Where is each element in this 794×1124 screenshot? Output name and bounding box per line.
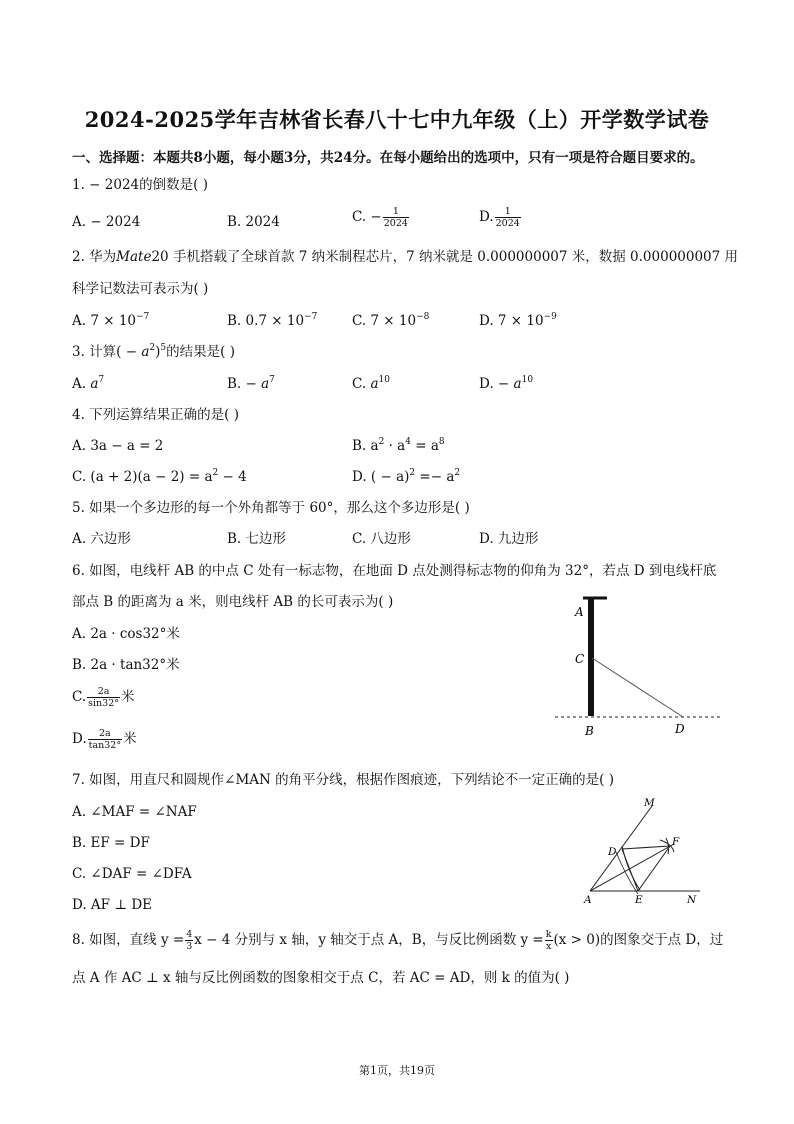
question-8-line-2: 点 A 作 AC ⊥ x 轴与反比例函数的图象相交于点 C，若 AC = AD，则 k 的值为( )	[72, 970, 570, 986]
label-E: E	[635, 894, 643, 906]
q2-option-c: C. $7 \times 10^{-8}$	[352, 312, 430, 329]
q4-option-c: C. $(a + 2)(a - 2) = a^2 - 4$	[72, 468, 247, 485]
q3-option-c: C. $a^{10}$	[352, 375, 390, 392]
label-N: N	[687, 894, 697, 906]
label-C: C	[575, 652, 585, 666]
label-D: D	[675, 722, 685, 736]
question-2-line-2: 科学记数法可表示为( )	[72, 281, 209, 297]
q7-option-d: D. AF ⊥ DE	[72, 897, 152, 913]
q7-option-a: A. ∠MAF = ∠NAF	[72, 804, 197, 820]
q2-option-d: D. $7 \times 10^{-9}$	[479, 312, 557, 329]
q5-option-b: B. 七边形	[227, 531, 287, 547]
q4-option-b: B. $a^2 \cdot a^4 = a^8$	[352, 437, 445, 454]
label-M: M	[644, 797, 655, 809]
label-D: D	[608, 846, 617, 858]
q1-d-fraction: $\frac{1}{2024}$	[495, 206, 520, 229]
q4-option-d: D. ( − $a)^2 =- a^2$	[352, 468, 461, 485]
section-heading: 一、选择题：本题共8小题，每小题3分，共24分。在每小题给出的选项中，只有一项是符合题目要求的。	[72, 150, 704, 166]
q7-option-c: C. ∠DAF = ∠DFA	[72, 866, 192, 882]
q3-option-a: A. $a^7$	[72, 375, 105, 392]
question-5-stem: 5. 如果一个多边形的每一个外角都等于 60°，那么这个多边形是( )	[72, 500, 470, 516]
angle-bisector-diagram	[582, 794, 712, 906]
label-A: A	[575, 605, 584, 619]
q2-option-b: B. $0.7 \times 10^{-7}$	[227, 312, 318, 329]
q6-option-b: B. 2a · tan32°米	[72, 657, 180, 673]
q1-option-a: A. − 2024	[72, 214, 141, 230]
page-footer: 第1页，共19页	[359, 1064, 435, 1077]
q6-d-fraction: $\frac{2a}{\tan 32^\circ}$	[88, 728, 122, 751]
segment-EF	[638, 846, 670, 891]
label-F: F	[672, 836, 680, 848]
q8-fraction-2: $\frac{k}{x}$	[545, 929, 552, 952]
page-title: 2024-2025学年吉林省长春八十七中九年级（上）开学数学试卷	[84, 107, 710, 132]
question-1-stem: 1. − 2024的倒数是( )	[72, 177, 208, 193]
sight-line	[592, 658, 683, 717]
q1-option-c: C. − $\frac{1}{2024}$	[352, 206, 408, 229]
q7-option-b: B. EF = DF	[72, 835, 150, 851]
q1-c-fraction: $\frac{1}{2024}$	[383, 206, 408, 229]
question-8-line-1: 8. 如图，直线 y = $\frac{4}{3}$ x − 4 分别与 x 轴，y 轴交于点 A，B，与反比例函数 y = $\frac{k}{x}$ (x > 0)的图象交于点 D，过	[72, 929, 724, 952]
segment-DF	[622, 846, 670, 849]
question-7-stem: 7. 如图，用直尺和圆规作∠MAN 的角平分线，根据作图痕迹，下列结论不一定正确的是( )	[72, 772, 614, 788]
q3-option-b: B. − $a^7$	[227, 375, 275, 392]
q6-c-fraction: $\frac{2a}{\sin 32^\circ}$	[88, 686, 120, 709]
question-3-stem: 3. 计算( − $a^2)^5$的结果是( )	[72, 343, 235, 360]
question-4-stem: 4. 下列运算结果正确的是( )	[72, 407, 239, 423]
q1-option-d: D. $\frac{1}{2024}$	[479, 206, 520, 229]
pole-diagram	[555, 592, 730, 742]
q5-option-c: C. 八边形	[352, 531, 411, 547]
q8-fraction-1: $\frac{4}{3}$	[186, 929, 193, 952]
q6-option-c: C. $\frac{2a}{\sin 32^\circ}$ 米	[72, 686, 135, 709]
label-A: A	[584, 894, 592, 906]
q5-option-a: A. 六边形	[72, 531, 131, 547]
question-6-line-2: 部点 B 的距离为 a 米，则电线杆 AB 的长可表示为( )	[72, 594, 394, 610]
q5-option-d: D. 九边形	[479, 531, 539, 547]
q2-option-a: A. $7 \times 10^{-7}$	[72, 312, 150, 329]
q3-option-d: D. − $a^{10}$	[479, 375, 534, 392]
q4-option-a: A. 3a − a = 2	[72, 438, 164, 454]
question-2-line-1: 2. 华为Mate20 手机搭载了全球首款 7 纳米制程芯片，7 纳米就是 0.000000007 米，数据 0.000000007 用	[72, 249, 739, 265]
q6-option-d: D. $\frac{2a}{\tan 32^\circ}$ 米	[72, 728, 137, 751]
q6-option-a: A. 2a · cos32°米	[72, 626, 180, 642]
q1-option-b: B. 2024	[227, 214, 280, 230]
arc-2	[616, 852, 638, 894]
ray-AM	[590, 806, 652, 891]
label-B: B	[585, 724, 594, 738]
question-6-line-1: 6. 如图，电线杆 AB 的中点 C 处有一标志物，在地面 D 点处测得标志物的仰角为 32°，若点 D 到电线杆底	[72, 563, 717, 579]
